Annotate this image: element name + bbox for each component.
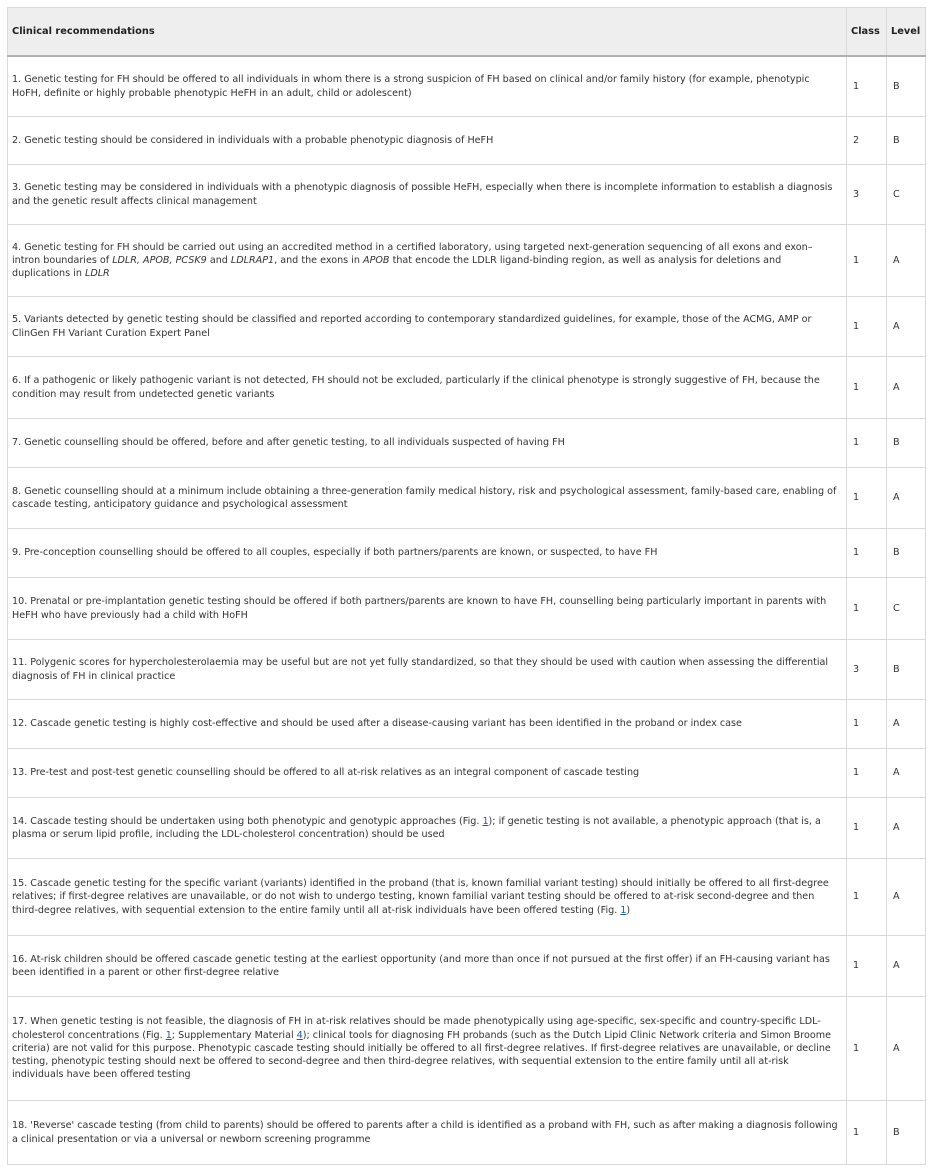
level-cell: A (887, 859, 926, 936)
table-row (8, 1101, 926, 1165)
level-cell: B (887, 1101, 926, 1165)
header-recommendations: Clinical recommendations (8, 8, 847, 57)
class-cell: 1 (847, 859, 887, 936)
recommendation-text-part: 2. Genetic testing should be considered in individuals with a probable phenotypic diagnosis of HeFH (12, 134, 494, 146)
recommendation-text (8, 468, 847, 529)
class-cell: 3 (847, 640, 887, 700)
table-body (8, 56, 926, 1165)
level-cell: B (887, 419, 926, 468)
level-cell: B (887, 56, 926, 117)
recommendation-text-part: 8. Genetic counselling should at a minimum include obtaining a three-generation family medical history, risk and psychological assessment, family-based care, enabling of cascade testing, anticipatory guidance and psychological assessment (12, 485, 837, 510)
class-cell: 1 (847, 936, 887, 997)
recommendation-text-part: 10. Prenatal or pre-implantation genetic testing should be offered if both partners/parents are known to have FH, counselling being particularly important in parents with HeFH who have previously had a child with HoFH (12, 596, 827, 621)
class-cell: 1 (847, 1101, 887, 1165)
table-row (8, 700, 926, 749)
recommendations-table (7, 7, 926, 1165)
recommendation-text (8, 997, 847, 1101)
level-cell: A (887, 297, 926, 357)
table-row (8, 578, 926, 640)
level-cell: B (887, 529, 926, 578)
figure-link[interactable]: 1 (165, 1029, 172, 1041)
recommendation-text-part: 4. Genetic testing for FH should be carried out using an accredited method in a certified laboratory, using targeted next-generation sequencing of all exons and exon–intron boundaries of (12, 241, 813, 266)
recommendation-text-part: ); clinical tools for diagnosing FH probands (such as the Dutch Lipid Clinic Network criteria and Simon Broome criteria) are not valid for this purpose. Phenotypic cascade testing should initially be offered to all first-degree relatives. If first-degree relatives are unavailable, or decline testing, phenotypic testing should next be offered to second-degree and then third-degree relatives, with sequential extension to the entire family until all at-risk individuals have been offered testing (12, 1029, 831, 1081)
recommendation-text-part: ) (626, 904, 631, 916)
recommendation-text-part: 3. Genetic testing may be considered in individuals with a phenotypic diagnosis of possible HeFH, especially when there is incomplete information to establish a diagnosis and the genetic result affects clinical management (12, 182, 833, 207)
recommendation-text (8, 419, 847, 468)
recommendation-text (8, 936, 847, 997)
table-row (8, 468, 926, 529)
recommendation-text (8, 117, 847, 165)
class-cell: 1 (847, 578, 887, 640)
table-row (8, 798, 926, 859)
recommendation-text-part: 7. Genetic counselling should be offered, before and after genetic testing, to all individuals suspected of having FH (12, 437, 565, 449)
table-row (8, 997, 926, 1101)
class-cell: 1 (847, 997, 887, 1101)
class-cell: 1 (847, 749, 887, 798)
header-level: Level (887, 8, 926, 57)
header-class: Class (847, 8, 887, 57)
level-cell: A (887, 700, 926, 749)
table-row (8, 529, 926, 578)
recommendation-text (8, 1101, 847, 1165)
recommendation-text-part: and (206, 254, 231, 266)
class-cell: 1 (847, 56, 887, 117)
recommendation-text (8, 165, 847, 225)
gene-name: LDLR, APOB, PCSK9 (112, 254, 207, 266)
recommendation-text-part: ); if genetic testing is not available, a phenotypic approach (that is, a plasma or serum lipid profile, including the LDL-cholesterol concentration) should be used (12, 815, 821, 840)
class-cell: 1 (847, 529, 887, 578)
class-cell: 3 (847, 165, 887, 225)
level-cell: A (887, 357, 926, 419)
class-cell: 1 (847, 700, 887, 749)
gene-name: LDLR (84, 268, 110, 280)
table-row (8, 419, 926, 468)
recommendation-text-part: ; Supplementary Material (171, 1029, 297, 1041)
class-cell: 1 (847, 357, 887, 419)
table-row (8, 640, 926, 700)
recommendation-text-part: 16. At-risk children should be offered cascade genetic testing at the earliest opportunity (and more than once if not pursued at the first offer) if an FH-causing variant has been identified in a parent or other first-degree relative (12, 953, 830, 978)
level-cell: A (887, 468, 926, 529)
recommendation-text-part: 17. When genetic testing is not feasible, the diagnosis of FH in at-risk relatives should be made phenotypically using age-specific, sex-specific and country-specific LDL-cholesterol concentrations (Fig. (12, 1016, 821, 1041)
recommendation-text-part: 18. 'Reverse' cascade testing (from child to parents) should be offered to parents after a child is identified as a proband with FH, such as after making a diagnosis following a clinical presentation or via a universal or newborn screening programme (12, 1120, 838, 1145)
table-row (8, 357, 926, 419)
recommendations-table-container (7, 7, 925, 1165)
table-row (8, 117, 926, 165)
recommendation-text-part: that encode the LDLR ligand-binding region, as well as analysis for deletions and duplications in (12, 254, 782, 280)
recommendation-text (8, 640, 847, 700)
table-row (8, 165, 926, 225)
level-cell: B (887, 117, 926, 165)
figure-link[interactable]: 1 (482, 815, 489, 827)
level-cell: C (887, 578, 926, 640)
recommendation-text-part: 6. If a pathogenic or likely pathogenic variant is not detected, FH should not be excluded, particularly if the clinical phenotype is strongly suggestive of FH, because the condition may result from undetected genetic variants (12, 375, 820, 400)
level-cell: B (887, 640, 926, 700)
gene-name: APOB (363, 254, 390, 266)
class-cell: 1 (847, 468, 887, 529)
class-cell: 2 (847, 117, 887, 165)
recommendation-text-part: 15. Cascade genetic testing for the specific variant (variants) identified in the proband (that is, known familial variant testing) should initially be offered to all first-degree relatives; if first-degree relatives are unavailable, or do not wish to undergo testing, known familial variant testing should be offered to at-risk second-degree and then third-degree relatives, with sequential extension to the entire family until all at-risk individuals have been offered testing (Fig. (12, 878, 829, 916)
recommendation-text-part: , and the exons in (274, 254, 364, 266)
level-cell: A (887, 798, 926, 859)
class-cell: 1 (847, 419, 887, 468)
class-cell: 1 (847, 225, 887, 297)
recommendation-text-part: 9. Pre-conception counselling should be offered to all couples, especially if both partners/parents are known, or suspected, to have FH (12, 547, 658, 559)
table-row (8, 56, 926, 117)
recommendation-text-part: 11. Polygenic scores for hypercholesterolaemia may be useful but are not yet fully standardized, so that they should be used with caution when assessing the differential diagnosis of FH in clinical practice (12, 657, 829, 682)
class-cell: 1 (847, 297, 887, 357)
recommendation-text (8, 798, 847, 859)
table-row (8, 297, 926, 357)
recommendation-text-part: 5. Variants detected by genetic testing should be classified and reported according to contemporary standardized guidelines, for example, those of the ACMG, AMP or ClinGen FH Variant Curation Expert Panel (12, 314, 812, 339)
level-cell: A (887, 936, 926, 997)
recommendation-text (8, 56, 847, 117)
table-header (8, 8, 926, 57)
table-row (8, 936, 926, 997)
figure-link[interactable]: 1 (620, 904, 627, 916)
level-cell: C (887, 165, 926, 225)
recommendation-text (8, 578, 847, 640)
table-row (8, 859, 926, 936)
recommendation-text-part: 12. Cascade genetic testing is highly cost-effective and should be used after a disease-causing variant has been identified in the proband or index case (12, 718, 742, 730)
recommendation-text (8, 700, 847, 749)
table-row (8, 749, 926, 798)
recommendation-text (8, 859, 847, 936)
recommendation-text (8, 225, 847, 297)
level-cell: A (887, 749, 926, 798)
class-cell: 1 (847, 798, 887, 859)
recommendation-text (8, 749, 847, 798)
recommendation-text (8, 297, 847, 357)
recommendation-text-part: 13. Pre-test and post-test genetic counselling should be offered to all at-risk relatives as an integral component of cascade testing (12, 767, 640, 779)
recommendation-text (8, 357, 847, 419)
recommendation-text (8, 529, 847, 578)
gene-name: LDLRAP1 (230, 254, 275, 266)
supplementary-link[interactable]: 4 (296, 1029, 303, 1041)
table-row (8, 225, 926, 297)
level-cell: A (887, 997, 926, 1101)
recommendation-text-part: 14. Cascade testing should be undertaken using both phenotypic and genotypic approaches (Fig. (12, 815, 483, 827)
level-cell: A (887, 225, 926, 297)
recommendation-text-part: 1. Genetic testing for FH should be offered to all individuals in whom there is a strong suspicion of FH based on clinical and/or family history (for example, phenotypic HoFH, definite or highly probable phenotypic HeFH in an adult, child or adolescent) (12, 74, 810, 99)
